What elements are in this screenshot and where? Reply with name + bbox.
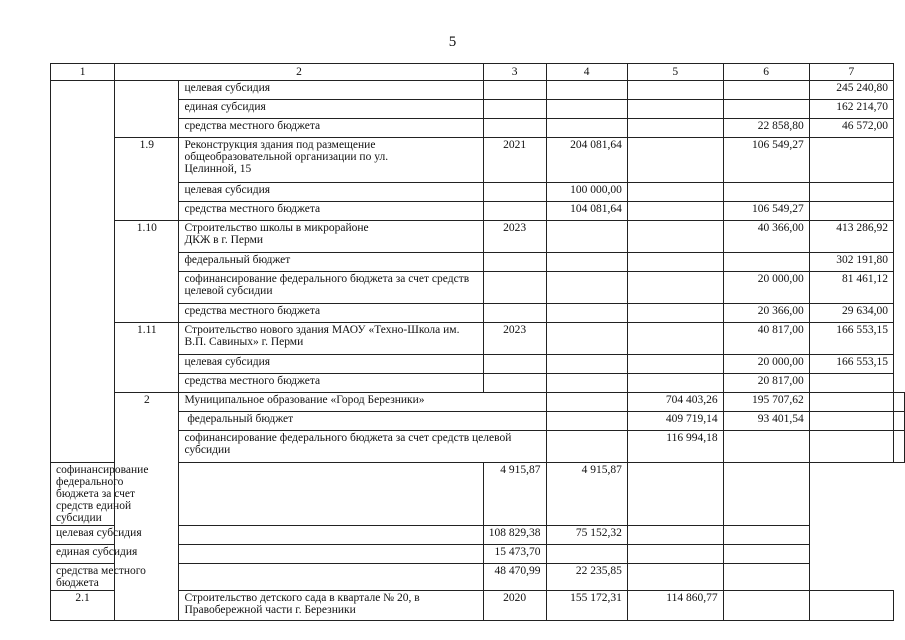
item-title-row	[51, 591, 905, 621]
column-header-3: 3	[483, 64, 546, 81]
item-title: Реконструкция здания под размещение общеобразовательной организации по ул. Целинной, 15	[179, 138, 483, 183]
value-col5	[627, 323, 723, 355]
value-col6	[809, 431, 893, 463]
value-col4	[546, 323, 627, 355]
row-label: целевая субсидия	[179, 183, 483, 202]
value-col4: 48 470,99	[483, 564, 546, 591]
year-cell	[179, 526, 483, 545]
table-row	[51, 564, 905, 591]
value-col6	[723, 183, 809, 202]
value-col6	[723, 591, 809, 621]
value-col6	[627, 545, 723, 564]
item-title: Строительство нового здания МАОУ «Техно-Школа им. В.П. Савиных» г. Перми	[179, 323, 483, 355]
value-col7	[894, 393, 905, 412]
value-col7	[809, 183, 893, 202]
value-col4: 15 473,70	[483, 545, 546, 564]
value-col4	[546, 100, 627, 119]
value-col7: 46 572,00	[809, 119, 893, 138]
value-col6	[723, 253, 809, 272]
row-label: средства местного бюджета	[179, 374, 483, 393]
value-col4: 116 994,18	[627, 431, 723, 463]
value-col6	[809, 412, 893, 431]
value-col6: 20 000,00	[723, 355, 809, 374]
value-col7: 81 461,12	[809, 272, 893, 304]
value-col4: 204 081,64	[546, 138, 627, 183]
value-col5: 22 235,85	[546, 564, 627, 591]
table-row	[51, 100, 905, 119]
item-number-1-9: 1.9	[115, 138, 179, 221]
year-cell	[483, 253, 546, 272]
row-label: федеральный бюджет	[179, 412, 546, 431]
value-col6: 40 817,00	[723, 323, 809, 355]
value-col7	[809, 202, 893, 221]
year-cell	[546, 393, 627, 412]
value-col4	[546, 253, 627, 272]
table-row	[51, 304, 905, 323]
column-header-4: 4	[546, 64, 627, 81]
value-col7: 302 191,80	[809, 253, 893, 272]
row-label: единая субсидия	[51, 545, 179, 564]
item-title-row	[51, 138, 905, 183]
page-number: 5	[448, 34, 457, 50]
value-col4: 4 915,87	[483, 463, 546, 526]
value-col5: 75 152,32	[546, 526, 627, 545]
row-label: федеральный бюджет	[179, 253, 483, 272]
budget-table	[50, 63, 905, 621]
value-col4	[546, 374, 627, 393]
row-label: средства местного бюджета	[51, 564, 179, 591]
value-col7	[723, 463, 809, 526]
value-col5	[627, 202, 723, 221]
value-col4: 104 081,64	[546, 202, 627, 221]
item-number-1-10: 1.10	[115, 221, 179, 323]
value-col6	[627, 564, 723, 591]
row-label: средства местного бюджета	[179, 202, 483, 221]
value-col4	[546, 119, 627, 138]
value-col5	[627, 253, 723, 272]
item-number-2-1: 2.1	[51, 591, 115, 621]
value-col4: 108 829,38	[483, 526, 546, 545]
value-col5	[627, 183, 723, 202]
value-col7: 166 553,15	[809, 355, 893, 374]
item-title: Строительство школы в микрорайоне ДКЖ в г. Перми	[179, 221, 483, 253]
table-row	[51, 526, 905, 545]
value-col7: 166 553,15	[809, 323, 893, 355]
row-label: средства местного бюджета	[179, 304, 483, 323]
year-cell	[179, 564, 483, 591]
year-cell	[483, 272, 546, 304]
year-cell	[483, 374, 546, 393]
value-col7	[723, 526, 809, 545]
year-cell: 2023	[483, 323, 546, 355]
value-col5	[627, 221, 723, 253]
value-col6	[723, 100, 809, 119]
table-row	[51, 545, 905, 564]
row-label: Муниципальное образование «Город Березники»	[179, 393, 546, 412]
value-col4: 704 403,26	[627, 393, 723, 412]
table-row	[51, 81, 905, 100]
table-row	[51, 355, 905, 374]
value-col5	[627, 100, 723, 119]
value-col6: 20 366,00	[723, 304, 809, 323]
value-col7: 413 286,92	[809, 221, 893, 253]
column-header-row	[51, 64, 905, 81]
value-col4: 100 000,00	[546, 183, 627, 202]
year-cell	[179, 545, 483, 564]
value-col4	[546, 81, 627, 100]
value-col5	[627, 119, 723, 138]
value-col6	[627, 463, 723, 526]
column-header-1: 1	[51, 64, 115, 81]
value-col5	[546, 545, 627, 564]
value-col7	[723, 545, 809, 564]
column-header-2: 2	[115, 64, 484, 81]
year-cell	[483, 81, 546, 100]
item-number-cell	[115, 81, 179, 138]
value-col6: 20 817,00	[723, 374, 809, 393]
value-col4	[546, 221, 627, 253]
value-col6: 106 549,27	[723, 138, 809, 183]
year-cell	[483, 100, 546, 119]
table-row	[51, 119, 905, 138]
row-label: софинансирование федерального бюджета за счет средств целевой субсидии	[179, 431, 546, 463]
year-cell: 2021	[483, 138, 546, 183]
table-row	[51, 253, 905, 272]
value-col6: 40 366,00	[723, 221, 809, 253]
year-cell: 2023	[483, 221, 546, 253]
year-cell	[483, 183, 546, 202]
row-label: целевая субсидия	[179, 355, 483, 374]
year-cell	[546, 412, 627, 431]
value-col7	[894, 431, 905, 463]
value-col5: 114 860,77	[627, 591, 723, 621]
value-col5	[627, 355, 723, 374]
year-cell	[483, 304, 546, 323]
row-label: софинансирование федерального бюджета за счет средств единой субсидии	[51, 463, 179, 526]
value-col5	[627, 304, 723, 323]
value-col6: 20 000,00	[723, 272, 809, 304]
column-header-7: 7	[809, 64, 893, 81]
value-col7	[809, 138, 893, 183]
row-label: целевая субсидия	[179, 81, 483, 100]
year-cell	[179, 463, 483, 526]
value-col6: 106 549,27	[723, 202, 809, 221]
value-col6	[809, 393, 893, 412]
value-col4	[546, 272, 627, 304]
item-number-1-11: 1.11	[115, 323, 179, 393]
value-col7	[723, 564, 809, 591]
value-col6	[627, 526, 723, 545]
table-row	[51, 202, 905, 221]
value-col5	[627, 138, 723, 183]
value-col7	[894, 412, 905, 431]
section-1-number-cell	[51, 81, 115, 463]
table-row	[51, 272, 905, 304]
section-2-number: 2	[115, 393, 179, 621]
table-row	[51, 412, 905, 431]
column-header-6: 6	[723, 64, 809, 81]
year-cell	[483, 355, 546, 374]
item-title-row	[51, 323, 905, 355]
table-row	[51, 374, 905, 393]
value-col7	[809, 374, 893, 393]
year-cell: 2020	[483, 591, 546, 621]
table-row	[51, 393, 905, 412]
year-cell	[483, 119, 546, 138]
item-title-row	[51, 221, 905, 253]
value-col5: 195 707,62	[723, 393, 809, 412]
table-row	[51, 183, 905, 202]
row-label: целевая субсидия	[51, 526, 179, 545]
value-col6	[723, 81, 809, 100]
value-col4: 155 172,31	[546, 591, 627, 621]
value-col5: 93 401,54	[723, 412, 809, 431]
value-col7: 245 240,80	[809, 81, 893, 100]
value-col5	[627, 374, 723, 393]
table-row	[51, 463, 905, 526]
table-row	[51, 431, 905, 463]
row-label: софинансирование федерального бюджета за счет средств целевой субсидии	[179, 272, 483, 304]
year-cell	[546, 431, 627, 463]
value-col7: 162 214,70	[809, 100, 893, 119]
value-col7	[809, 591, 893, 621]
item-title: Строительство детского сада в квартале № 20, в Правобережной части г. Березники	[179, 591, 483, 621]
value-col7: 29 634,00	[809, 304, 893, 323]
value-col4	[546, 355, 627, 374]
value-col5	[627, 81, 723, 100]
row-label: средства местного бюджета	[179, 119, 483, 138]
value-col6: 22 858,80	[723, 119, 809, 138]
value-col5: 4 915,87	[546, 463, 627, 526]
value-col5	[723, 431, 809, 463]
value-col5	[627, 272, 723, 304]
year-cell	[483, 202, 546, 221]
column-header-5: 5	[627, 64, 723, 81]
value-col4	[546, 304, 627, 323]
value-col4: 409 719,14	[627, 412, 723, 431]
row-label: единая субсидия	[179, 100, 483, 119]
